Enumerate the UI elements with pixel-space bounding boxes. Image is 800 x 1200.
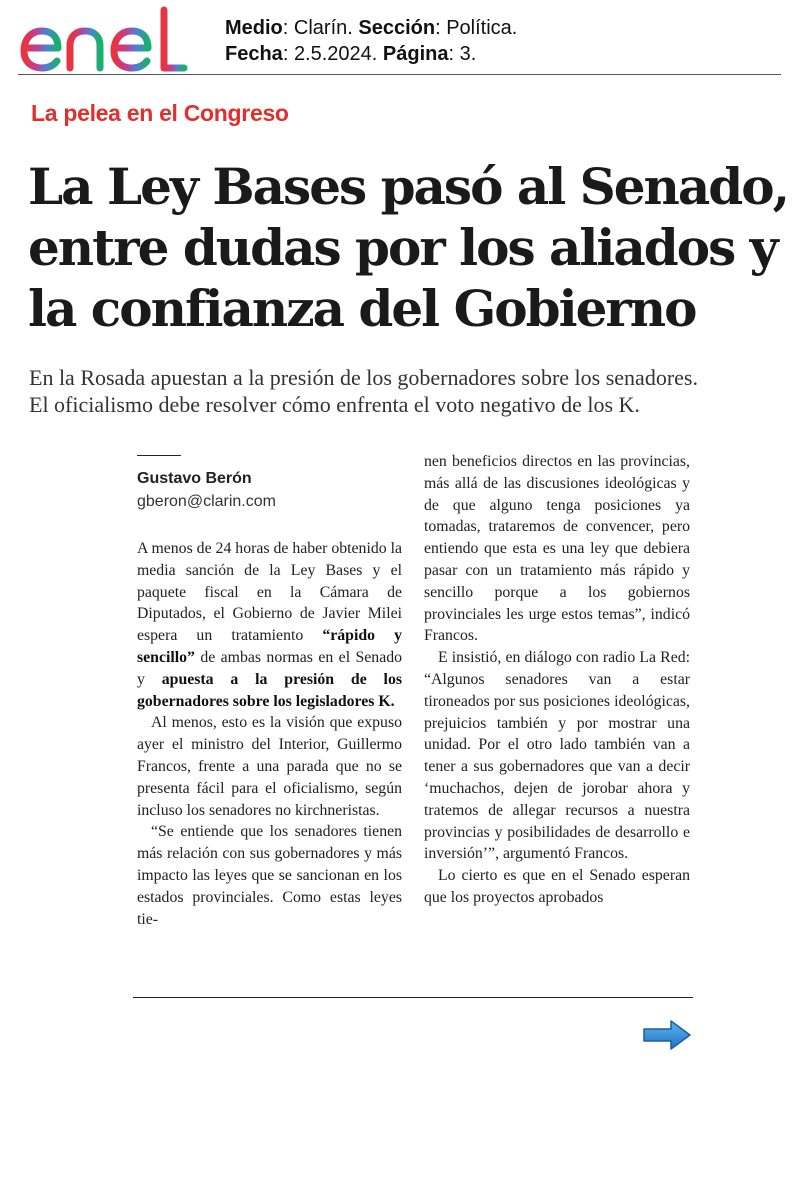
headline [28, 156, 788, 339]
pagina-value: 3. [459, 43, 477, 65]
seccion-label: Sección [358, 17, 436, 39]
paragraph-2: Al menos, esto es la visión que expuso ayer el ministro del Interior, Guillermo Francos, frente a una parada que no se presenta fácil para el oficialismo, según incluso los senadores no kirchneristas. [137, 714, 402, 819]
headline-line-1: La Ley Bases pasó al Senado, [28, 157, 789, 216]
fecha-label: Fecha [225, 43, 283, 65]
paragraph-1 [137, 538, 402, 712]
paragraph-5: Lo cierto es que en el Senado esperan que los proyectos aprobados [424, 867, 690, 906]
seccion-value: Política. [446, 17, 518, 39]
pagina-label: Página [382, 43, 449, 65]
headline-line-2: entre dudas por los aliados y [28, 218, 777, 277]
deck-line-1: En la Rosada apuestan a la presión de los gobernadores sobre los senadores. [29, 365, 698, 390]
paragraph-3-end: nen beneficios directos en las provincias, más allá de las discusiones ideológicas y de que alguno tenga posiciones ya tomadas, trataremos de convencer, pero entiendo que esta es una ley que debiera pasar con un tratamiento más rápido y sencillo porque a los gobiernos provinciales les urge estos temas”, indicó Francos. [424, 453, 690, 645]
article-bottom-divider [133, 997, 693, 998]
paragraph-1-emphasis: apuesta a la presión de los gobernadores sobre los legisladores K. [137, 670, 402, 710]
paragraph-1-text-a: A menos de 24 horas de haber obtenido la media sanción de la Ley Bases y el paquete fiscal en la Cámara de Diputados, el Gobierno de Javier Milei espera un tratamiento [137, 540, 402, 645]
deck-line-2: El oficialismo debe resolver cómo enfrenta el voto negativo de los K. [29, 392, 640, 417]
arrow-right-icon[interactable] [641, 1018, 693, 1052]
paragraph-4: E insistió, en diálogo con radio La Red: “Algunos senadores van a estar tironeados por sus posiciones ideológicas, prejuicios también y por mostrar una unidad. Por el otro lado también van a tener a sus gobernadores que van a decir ‘muchachos, dejen de jorobar ahora y tratemos de allegar recursos a nuestra provincias y posibilidades de desarrollo e inversión’”, argumentó Francos. [424, 649, 690, 863]
header-divider [18, 74, 781, 75]
headline-line-3: la confianza del Gobierno [28, 279, 696, 338]
medio-value: Clarín. [293, 17, 353, 39]
paragraph-3-start: “Se entiende que los senadores tienen más relación con sus gobernadores y más impacto las leyes que se sancionan en los estados provinciales. Como estas leyes tie- [137, 823, 402, 928]
byline-divider [137, 455, 181, 456]
metadata-line-2: Fecha: 2.5.2024. Página: 3. [225, 43, 477, 65]
fecha-value: 2.5.2024. [293, 43, 378, 65]
enel-logo [18, 6, 190, 72]
medio-label: Medio [225, 17, 283, 39]
section-kicker: La pelea en el Congreso [31, 100, 289, 126]
metadata-line-1: Medio: Clarín. Sección: Política. [225, 17, 518, 39]
author-name: Gustavo Berón [137, 470, 252, 487]
paragraph-1-text-c: de ambas normas en el Senado y [137, 648, 402, 688]
author-email: gberon@clarin.com [137, 493, 276, 510]
deck [29, 364, 789, 418]
article-column-right [424, 451, 690, 909]
article-column-left [137, 538, 402, 930]
paragraph-1-quote: “rápido y sencillo” [137, 627, 402, 666]
document-metadata [225, 15, 517, 67]
